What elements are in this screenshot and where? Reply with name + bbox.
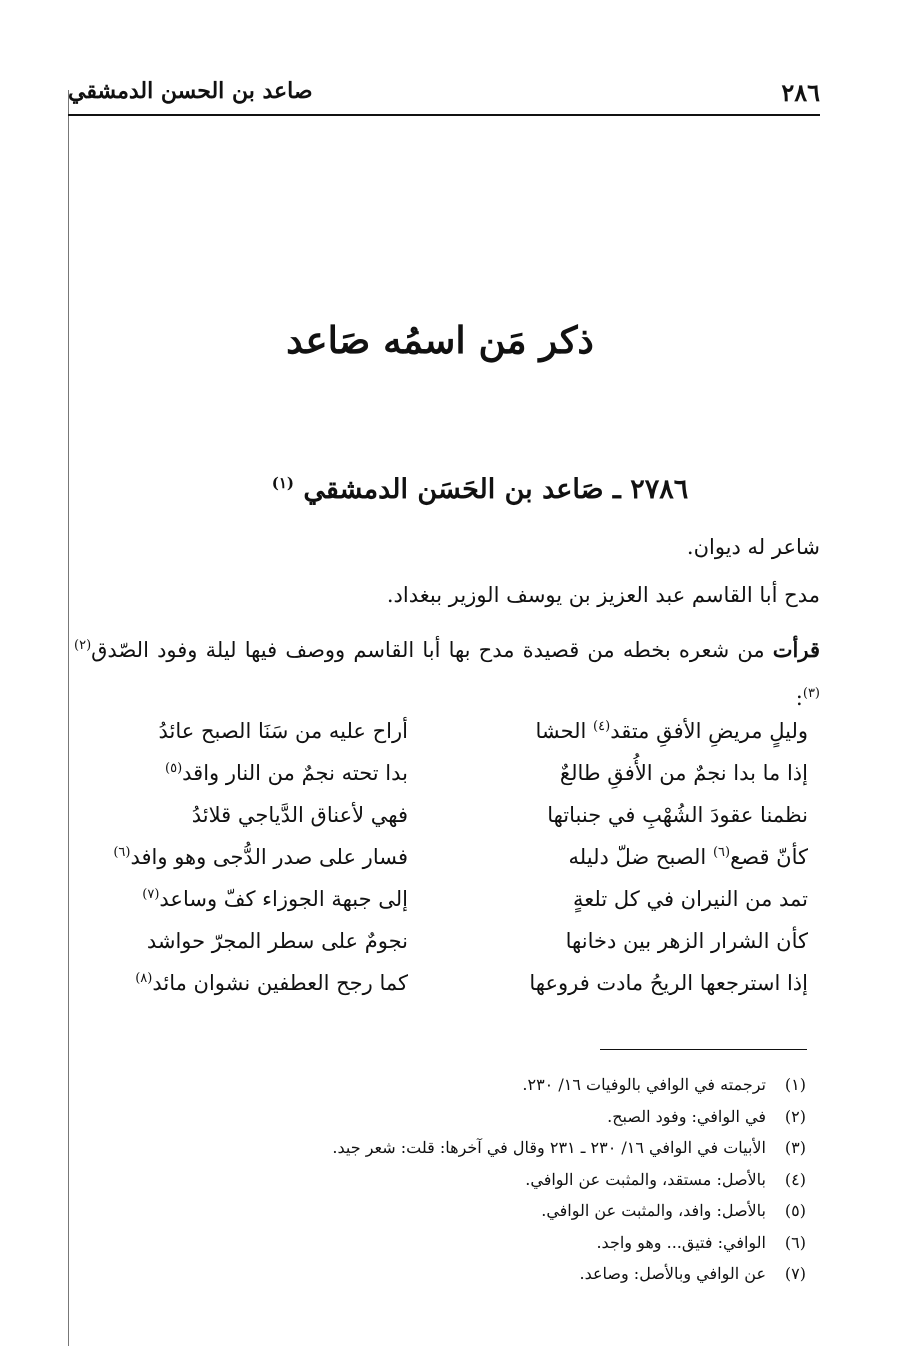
- footnote-number: (٦): [784, 1233, 806, 1252]
- footnote-number: (٧): [784, 1264, 806, 1283]
- paragraph-2: مدح أبا القاسم عبد العزيز بن يوسف الوزير ببغداد.: [386, 583, 820, 607]
- verse-text: نجومٌ على سطر المجرّ حواشد: [146, 929, 408, 953]
- verse-ref: (٨): [135, 971, 153, 986]
- verse-text: أراح عليه من سَنَا الصبح عائدُ: [158, 719, 408, 743]
- verse-6-second: [147, 929, 408, 953]
- verse-7-second: [135, 971, 408, 995]
- paragraph-3-refs: (٢)(٣): [74, 638, 820, 701]
- footnote-6: [596, 1233, 806, 1252]
- footnote-text: الأبيات في الوافي ١٦/ ٢٣٠ ـ ٢٣١ وقال في آخرها: قلت: شعر جيد.: [332, 1138, 766, 1157]
- footnote-text: بالأصل: وافد، والمثبت عن الوافي.: [541, 1201, 766, 1220]
- verse-text: فهي لأعناق الدَّياجي قلائدُ: [191, 803, 408, 827]
- verse-ref: (٥): [165, 761, 183, 776]
- footnote-number: (١): [784, 1075, 806, 1094]
- verse-ref: (٤): [593, 719, 611, 734]
- verse-text: نظمنا عقودَ الشُهْبِ في جنباتها: [547, 803, 808, 827]
- verse-3-second: [192, 803, 408, 827]
- running-title: صاعد بن الحسن الدمشقي: [68, 78, 313, 104]
- footnote-7: [580, 1264, 807, 1283]
- verse-2-first: [560, 761, 808, 785]
- verse-text: بدا تحته نجمٌ من النار واقد: [182, 761, 408, 785]
- verse-2-second: [165, 761, 408, 785]
- verse-text: إذا استرجعها الريحُ مادت فروعها: [529, 971, 808, 995]
- footnote-text: عن الوافي وبالأصل: وصاعد.: [579, 1264, 766, 1283]
- verse-text: كأن الشرار الزهر بين دخانها: [565, 929, 808, 953]
- verse-text: تمد من النيران في كل تلعةٍ: [573, 887, 808, 911]
- verse-1-second: [158, 719, 408, 743]
- footnote-1: [522, 1075, 806, 1094]
- paragraph-3: [74, 624, 820, 720]
- verse-text: إذا ما بدا نجمٌ من الأُفقِ طالعٌ: [559, 761, 808, 785]
- page-number: ٢٨٦: [781, 78, 820, 107]
- footnote-text: الوافي: فتيق... وهو واجد.: [596, 1233, 766, 1252]
- verse-text: كأنّ قصع: [730, 845, 808, 869]
- paragraph-1: شاعر له ديوان.: [686, 535, 820, 559]
- verse-text-end: الصبح ضلّ دليله: [568, 845, 713, 869]
- footnote-2: [607, 1107, 806, 1126]
- paragraph-3-end: :: [795, 686, 803, 710]
- verse-text: فسار على صدر الدُّجى وهو وافد: [130, 845, 408, 869]
- footnote-number: (٤): [784, 1170, 806, 1189]
- footnote-4: [525, 1170, 806, 1189]
- verse-text: وليلٍ مريضِ الأفقِ متقد: [610, 719, 808, 743]
- verse-ref: (٦): [712, 845, 731, 860]
- footnote-rule: [600, 1049, 807, 1050]
- verse-1-first: [535, 719, 808, 743]
- section-title: ذكر مَن اسمُه صَاعد: [286, 318, 594, 362]
- footnote-text: ترجمته في الوافي بالوفيات ١٦/ ٢٣٠.: [522, 1075, 766, 1094]
- footnote-text: في الوافي: وفود الصبح.: [607, 1107, 766, 1126]
- page-header: [68, 60, 820, 122]
- verse-text: إلى جبهة الجوزاء كفّ وساعد: [159, 887, 408, 911]
- margin-line: [68, 90, 69, 1346]
- footnote-3: [332, 1138, 806, 1157]
- entry-title: [200, 474, 760, 505]
- footnote-5: [541, 1201, 806, 1220]
- verse-5-second: [142, 887, 408, 911]
- verse-text-end: الحشا: [535, 719, 594, 743]
- verse-7-first: [529, 971, 808, 995]
- verse-ref: (٧): [142, 887, 160, 902]
- verse-text: كما رجح العطفين نشوان مائد: [152, 971, 408, 995]
- verse-ref: (٦): [113, 845, 131, 860]
- footnote-number: (٢): [784, 1107, 806, 1126]
- verse-4-first: [569, 845, 808, 869]
- verse-4-second: [113, 845, 408, 869]
- verse-5-first: [573, 887, 808, 911]
- entry-title-text: ٢٧٨٦ ـ صَاعد بن الحَسَن الدمشقي: [303, 474, 689, 505]
- footnote-number: (٥): [784, 1201, 806, 1220]
- entry-footnote-ref: (١): [271, 474, 295, 492]
- paragraph-3-lead: قرأت: [772, 637, 820, 662]
- header-rule: [68, 114, 820, 116]
- verse-3-first: [547, 803, 808, 827]
- paragraph-3-text: من شعره بخطه من قصيدة مدح بها أبا القاسم ووصف فيها ليلة وفود الصّدق: [91, 638, 773, 662]
- footnote-text: بالأصل: مستقد، والمثبت عن الوافي.: [525, 1170, 766, 1189]
- footnote-number: (٣): [784, 1138, 806, 1157]
- verse-6-first: [566, 929, 808, 953]
